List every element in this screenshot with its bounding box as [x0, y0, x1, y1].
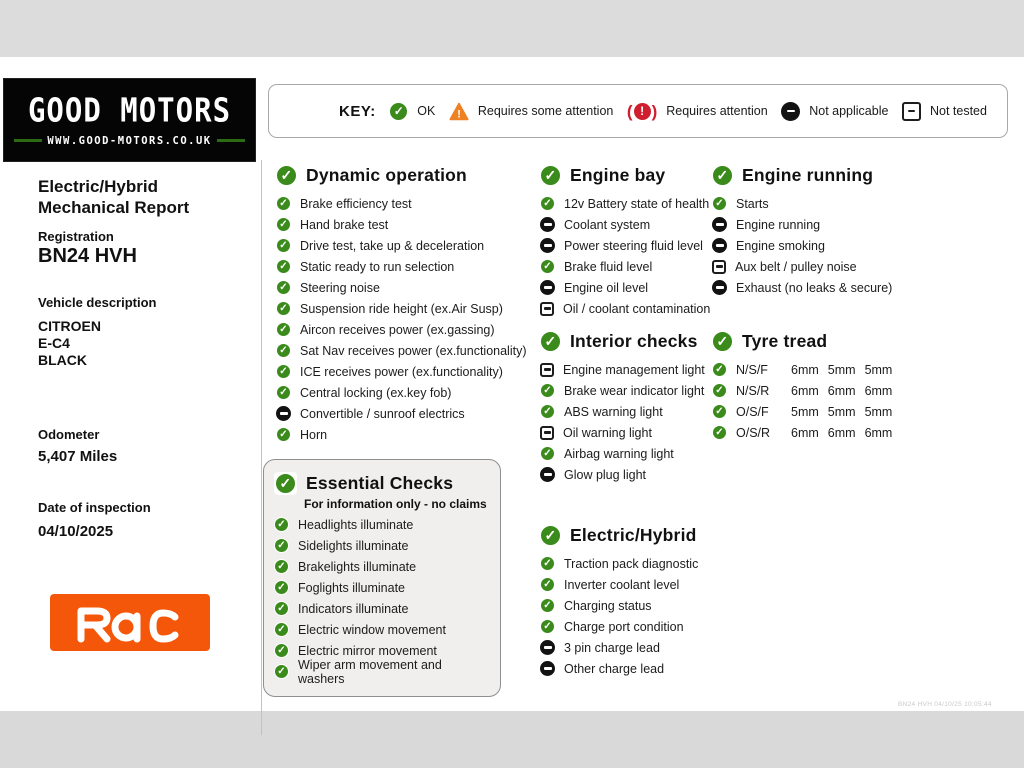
check-item [540, 658, 725, 679]
check-item-label: Hand brake test [300, 217, 389, 232]
check-icon: ✓ [712, 383, 727, 398]
check-item [276, 235, 531, 256]
check-item-label: Airbag warning light [564, 446, 674, 461]
not-tested-icon [540, 302, 554, 316]
check-item [712, 422, 1012, 443]
check-icon: ✓ [274, 601, 289, 616]
check-item [276, 193, 531, 214]
tyre-tread-value: 6mm [827, 425, 856, 440]
check-item-label: Electric window movement [298, 622, 446, 637]
column-engine-running-tyres [712, 162, 1012, 443]
check-icon: ✓ [276, 196, 291, 211]
not-tested-icon [712, 260, 726, 274]
check-item-label: Convertible / sunroof electrics [300, 406, 465, 421]
check-icon: ✓ [276, 427, 291, 442]
check-item-label: Engine oil level [564, 280, 649, 295]
check-item-label: Steering noise [300, 280, 380, 295]
key-label: KEY: [339, 102, 376, 120]
bottom-grey-bar [0, 711, 1024, 768]
key-item-label: Requires some attention [477, 104, 614, 118]
check-icon: ✓ [276, 364, 291, 379]
check-icon: ✓ [712, 196, 727, 211]
check-icon: ✓ [274, 472, 297, 495]
not-applicable-icon [712, 217, 727, 232]
check-icon: ✓ [274, 643, 289, 658]
check-item-label: Brake wear indicator light [564, 383, 705, 398]
check-item-label: Coolant system [564, 217, 651, 232]
vehicle-model: E-C4 [38, 335, 70, 351]
check-item-label: O/S/R [736, 425, 771, 440]
check-icon: ✓ [274, 622, 289, 637]
check-item [274, 657, 488, 686]
tyre-tread-value: 6mm [864, 383, 893, 398]
section [540, 522, 725, 679]
check-item-label: Traction pack diagnostic [564, 556, 699, 571]
section-subtitle: For information only - no claims [304, 497, 487, 511]
svg-text:!: ! [457, 107, 461, 120]
check-icon: ✓ [540, 165, 561, 186]
check-item [276, 319, 531, 340]
check-item [274, 514, 488, 535]
key-item-label: Not tested [929, 104, 987, 118]
footnote-timestamp: BN24 HVH 04/10/25 10:05:44 [898, 701, 992, 708]
check-icon: ✓ [540, 383, 555, 398]
check-item-label: Electric mirror movement [298, 643, 437, 658]
tyre-tread-value: 6mm [791, 362, 819, 377]
vertical-divider [261, 160, 262, 735]
not-tested-icon [540, 426, 554, 440]
section [263, 459, 501, 697]
check-item [540, 277, 725, 298]
check-icon: ✓ [712, 425, 727, 440]
vehicle-make: CITROEN [38, 318, 101, 334]
registration-value: BN24 HVH [38, 245, 137, 267]
key-item [781, 102, 888, 121]
vehicle-description-label: Vehicle description [38, 295, 157, 310]
check-item-label: Oil / coolant contamination [563, 301, 711, 316]
section-title: Electric/Hybrid [570, 524, 697, 545]
not-applicable-icon [540, 640, 555, 655]
key-item [627, 103, 768, 120]
section-header [274, 470, 488, 496]
tyre-tread-value: 6mm [864, 425, 893, 440]
check-item [712, 277, 1012, 298]
odometer-value: 5,407 Miles [38, 448, 118, 465]
key-item [449, 102, 614, 121]
tyre-tread-value: 5mm [864, 362, 893, 377]
section [540, 328, 725, 485]
check-item [540, 443, 725, 464]
not-tested-icon [902, 102, 921, 121]
check-item [276, 277, 531, 298]
check-icon: ✓ [276, 301, 291, 316]
check-item [540, 574, 725, 595]
key-item-label: Requires attention [666, 104, 768, 118]
check-icon: ✓ [276, 217, 291, 232]
check-item [274, 556, 488, 577]
check-item-label: Other charge lead [564, 661, 665, 676]
vehicle-description [38, 318, 101, 369]
check-item [274, 619, 488, 640]
check-item-label: Sidelights illuminate [298, 538, 409, 553]
section-title: Essential Checks [306, 472, 454, 493]
check-item-label: Glow plug light [564, 467, 646, 482]
section-title: Engine running [742, 164, 874, 185]
check-item-label: Headlights illuminate [298, 517, 414, 532]
check-item-label: Indicators illuminate [298, 601, 409, 616]
section-header [540, 162, 725, 188]
top-grey-bar [0, 0, 1024, 57]
check-item-label: Sat Nav receives power (ex.functionality) [300, 343, 527, 358]
check-item-label: Central locking (ex.key fob) [300, 385, 452, 400]
rac-logo [50, 594, 210, 651]
check-item [276, 424, 531, 445]
check-item-label: O/S/F [736, 404, 769, 419]
tyre-tread-values [791, 384, 892, 398]
check-item-label: Engine running [736, 217, 821, 232]
check-icon: ✓ [276, 259, 291, 274]
dealer-logo-title: GOOD MOTORS [27, 89, 232, 129]
check-item [712, 235, 1012, 256]
check-item [712, 401, 1012, 422]
check-icon: ✓ [712, 404, 727, 419]
check-item [540, 380, 725, 401]
check-item-label: Brakelights illuminate [298, 559, 417, 574]
tyre-tread-value: 6mm [791, 425, 819, 440]
key-legend [268, 84, 1008, 138]
odometer-label: Odometer [38, 427, 100, 442]
check-icon: ✓ [276, 385, 291, 400]
check-item [712, 359, 1012, 380]
check-icon: ✓ [712, 362, 727, 377]
check-item-label: Brake efficiency test [300, 196, 412, 211]
check-item-label: Drive test, take up & deceleration [300, 238, 485, 253]
section-title: Tyre tread [742, 330, 828, 351]
check-icon: ✓ [274, 580, 289, 595]
check-item [712, 380, 1012, 401]
check-item-label: N/S/F [736, 362, 768, 377]
check-item [540, 553, 725, 574]
check-item [274, 577, 488, 598]
check-icon: ✓ [540, 446, 555, 461]
check-icon: ✓ [540, 196, 555, 211]
tyre-tread-values [791, 405, 892, 419]
key-item-label: OK [417, 104, 436, 118]
check-item [276, 403, 531, 424]
check-icon: ✓ [540, 525, 561, 546]
check-item [540, 256, 725, 277]
check-item-label: Static ready to run selection [300, 259, 455, 274]
tyre-tread-value: 5mm [827, 404, 856, 419]
check-item-label: Inverter coolant level [564, 577, 680, 592]
warning-triangle-icon [449, 102, 469, 121]
check-item-label: Starts [736, 196, 769, 211]
check-icon: ✓ [540, 619, 555, 634]
check-item [276, 256, 531, 277]
not-applicable-icon [540, 217, 555, 232]
check-item-label: Aux belt / pulley noise [735, 259, 857, 274]
check-item-label: ABS warning light [564, 404, 663, 419]
check-item [540, 637, 725, 658]
check-icon: ✓ [276, 238, 291, 253]
check-icon: ✓ [712, 165, 733, 186]
check-icon: ✓ [274, 559, 289, 574]
not-applicable-icon [540, 467, 555, 482]
check-item [540, 464, 725, 485]
section [712, 328, 1012, 443]
not-applicable-icon [540, 238, 555, 253]
check-item-label: Horn [300, 427, 328, 442]
tyre-tread-value: 5mm [827, 362, 856, 377]
check-item-label: Charge port condition [564, 619, 684, 634]
check-icon: ✓ [274, 517, 289, 532]
section-header [712, 328, 1012, 354]
tyre-tread-values [791, 363, 892, 377]
check-icon: ✓ [540, 577, 555, 592]
check-icon: ✓ [274, 538, 289, 553]
dealer-logo-url [9, 135, 250, 147]
column-engine-interior-electric [540, 162, 725, 679]
section [540, 162, 725, 319]
check-item-label: Foglights illuminate [298, 580, 405, 595]
check-item [276, 361, 531, 382]
check-item-label: Brake fluid level [564, 259, 653, 274]
check-item [276, 214, 531, 235]
tyre-tread-value: 6mm [827, 383, 856, 398]
section [276, 162, 531, 445]
check-icon: ✓ [276, 343, 291, 358]
check-item [540, 214, 725, 235]
section-header [276, 162, 531, 188]
check-item-label: Oil warning light [563, 425, 652, 440]
report-title [38, 176, 189, 218]
check-icon: ✓ [276, 165, 297, 186]
check-icon: ✓ [274, 664, 289, 679]
check-icon: ✓ [540, 556, 555, 571]
check-item [712, 256, 1012, 277]
key-item [902, 102, 987, 121]
check-item [276, 340, 531, 361]
check-icon: ✓ [712, 331, 733, 352]
check-icon: ✓ [540, 259, 555, 274]
check-item [540, 298, 725, 319]
check-item [540, 359, 725, 380]
tyre-tread-value: 5mm [864, 404, 893, 419]
inspection-date-label: Date of inspection [38, 500, 151, 515]
check-item-label: Wiper arm movement and washers [298, 657, 442, 686]
dealer-logo-url-text: WWW.GOOD-MOTORS.CO.UK [47, 134, 212, 147]
tyre-tread-values [791, 426, 892, 440]
registration-label: Registration [38, 229, 114, 244]
check-icon: ✓ [540, 331, 561, 352]
check-icon: ✓ [389, 102, 408, 121]
vehicle-colour: BLACK [38, 352, 87, 368]
check-icon: ✓ [276, 322, 291, 337]
not-applicable-icon [712, 280, 727, 295]
check-item [540, 595, 725, 616]
check-item-label: Charging status [564, 598, 652, 613]
check-item [540, 193, 725, 214]
column-dynamic-operation [276, 162, 531, 697]
not-applicable-icon [781, 102, 800, 121]
report-title-line2: Mechanical Report [38, 198, 190, 217]
check-item [274, 598, 488, 619]
check-item-label: 12v Battery state of health [564, 196, 710, 211]
key-item-label: Not applicable [809, 104, 889, 118]
inspection-date-value: 04/10/2025 [38, 523, 114, 540]
not-applicable-icon [540, 280, 555, 295]
check-item-label: ICE receives power (ex.functionality) [300, 364, 503, 379]
check-item [540, 616, 725, 637]
check-item-label: N/S/R [736, 383, 770, 398]
section-header [540, 328, 725, 354]
not-applicable-icon [540, 661, 555, 676]
check-item-label: Power steering fluid level [564, 238, 703, 253]
rac-logo-letters [66, 601, 194, 645]
check-item-label: Aircon receives power (ex.gassing) [300, 322, 495, 337]
check-item [712, 193, 1012, 214]
tyre-tread-value: 5mm [791, 404, 819, 419]
not-applicable-icon [276, 406, 291, 421]
section-header [540, 522, 725, 548]
requires-attention-icon: ( ! ) [626, 101, 658, 121]
check-item [276, 382, 531, 403]
report-title-line1: Electric/Hybrid [38, 177, 158, 196]
section-header [712, 162, 1012, 188]
check-item-label: Exhaust (no leaks & secure) [736, 280, 893, 295]
not-tested-icon [540, 363, 554, 377]
check-item [712, 214, 1012, 235]
check-icon: ✓ [540, 404, 555, 419]
check-icon: ✓ [540, 598, 555, 613]
section-title: Dynamic operation [306, 164, 467, 185]
section-title: Interior checks [570, 330, 698, 351]
check-item [540, 422, 725, 443]
section [712, 162, 1012, 298]
check-item-label: 3 pin charge lead [564, 640, 660, 655]
check-item [540, 401, 725, 422]
check-item-label: Engine smoking [736, 238, 825, 253]
check-item [274, 535, 488, 556]
section-title: Engine bay [570, 164, 666, 185]
dealer-logo [3, 78, 256, 162]
check-item-label: Engine management light [563, 362, 705, 377]
not-applicable-icon [712, 238, 727, 253]
check-item [540, 235, 725, 256]
tyre-tread-value: 6mm [791, 383, 819, 398]
check-icon: ✓ [276, 280, 291, 295]
check-item [276, 298, 531, 319]
check-item-label: Suspension ride height (ex.Air Susp) [300, 301, 503, 316]
key-item [389, 102, 435, 121]
